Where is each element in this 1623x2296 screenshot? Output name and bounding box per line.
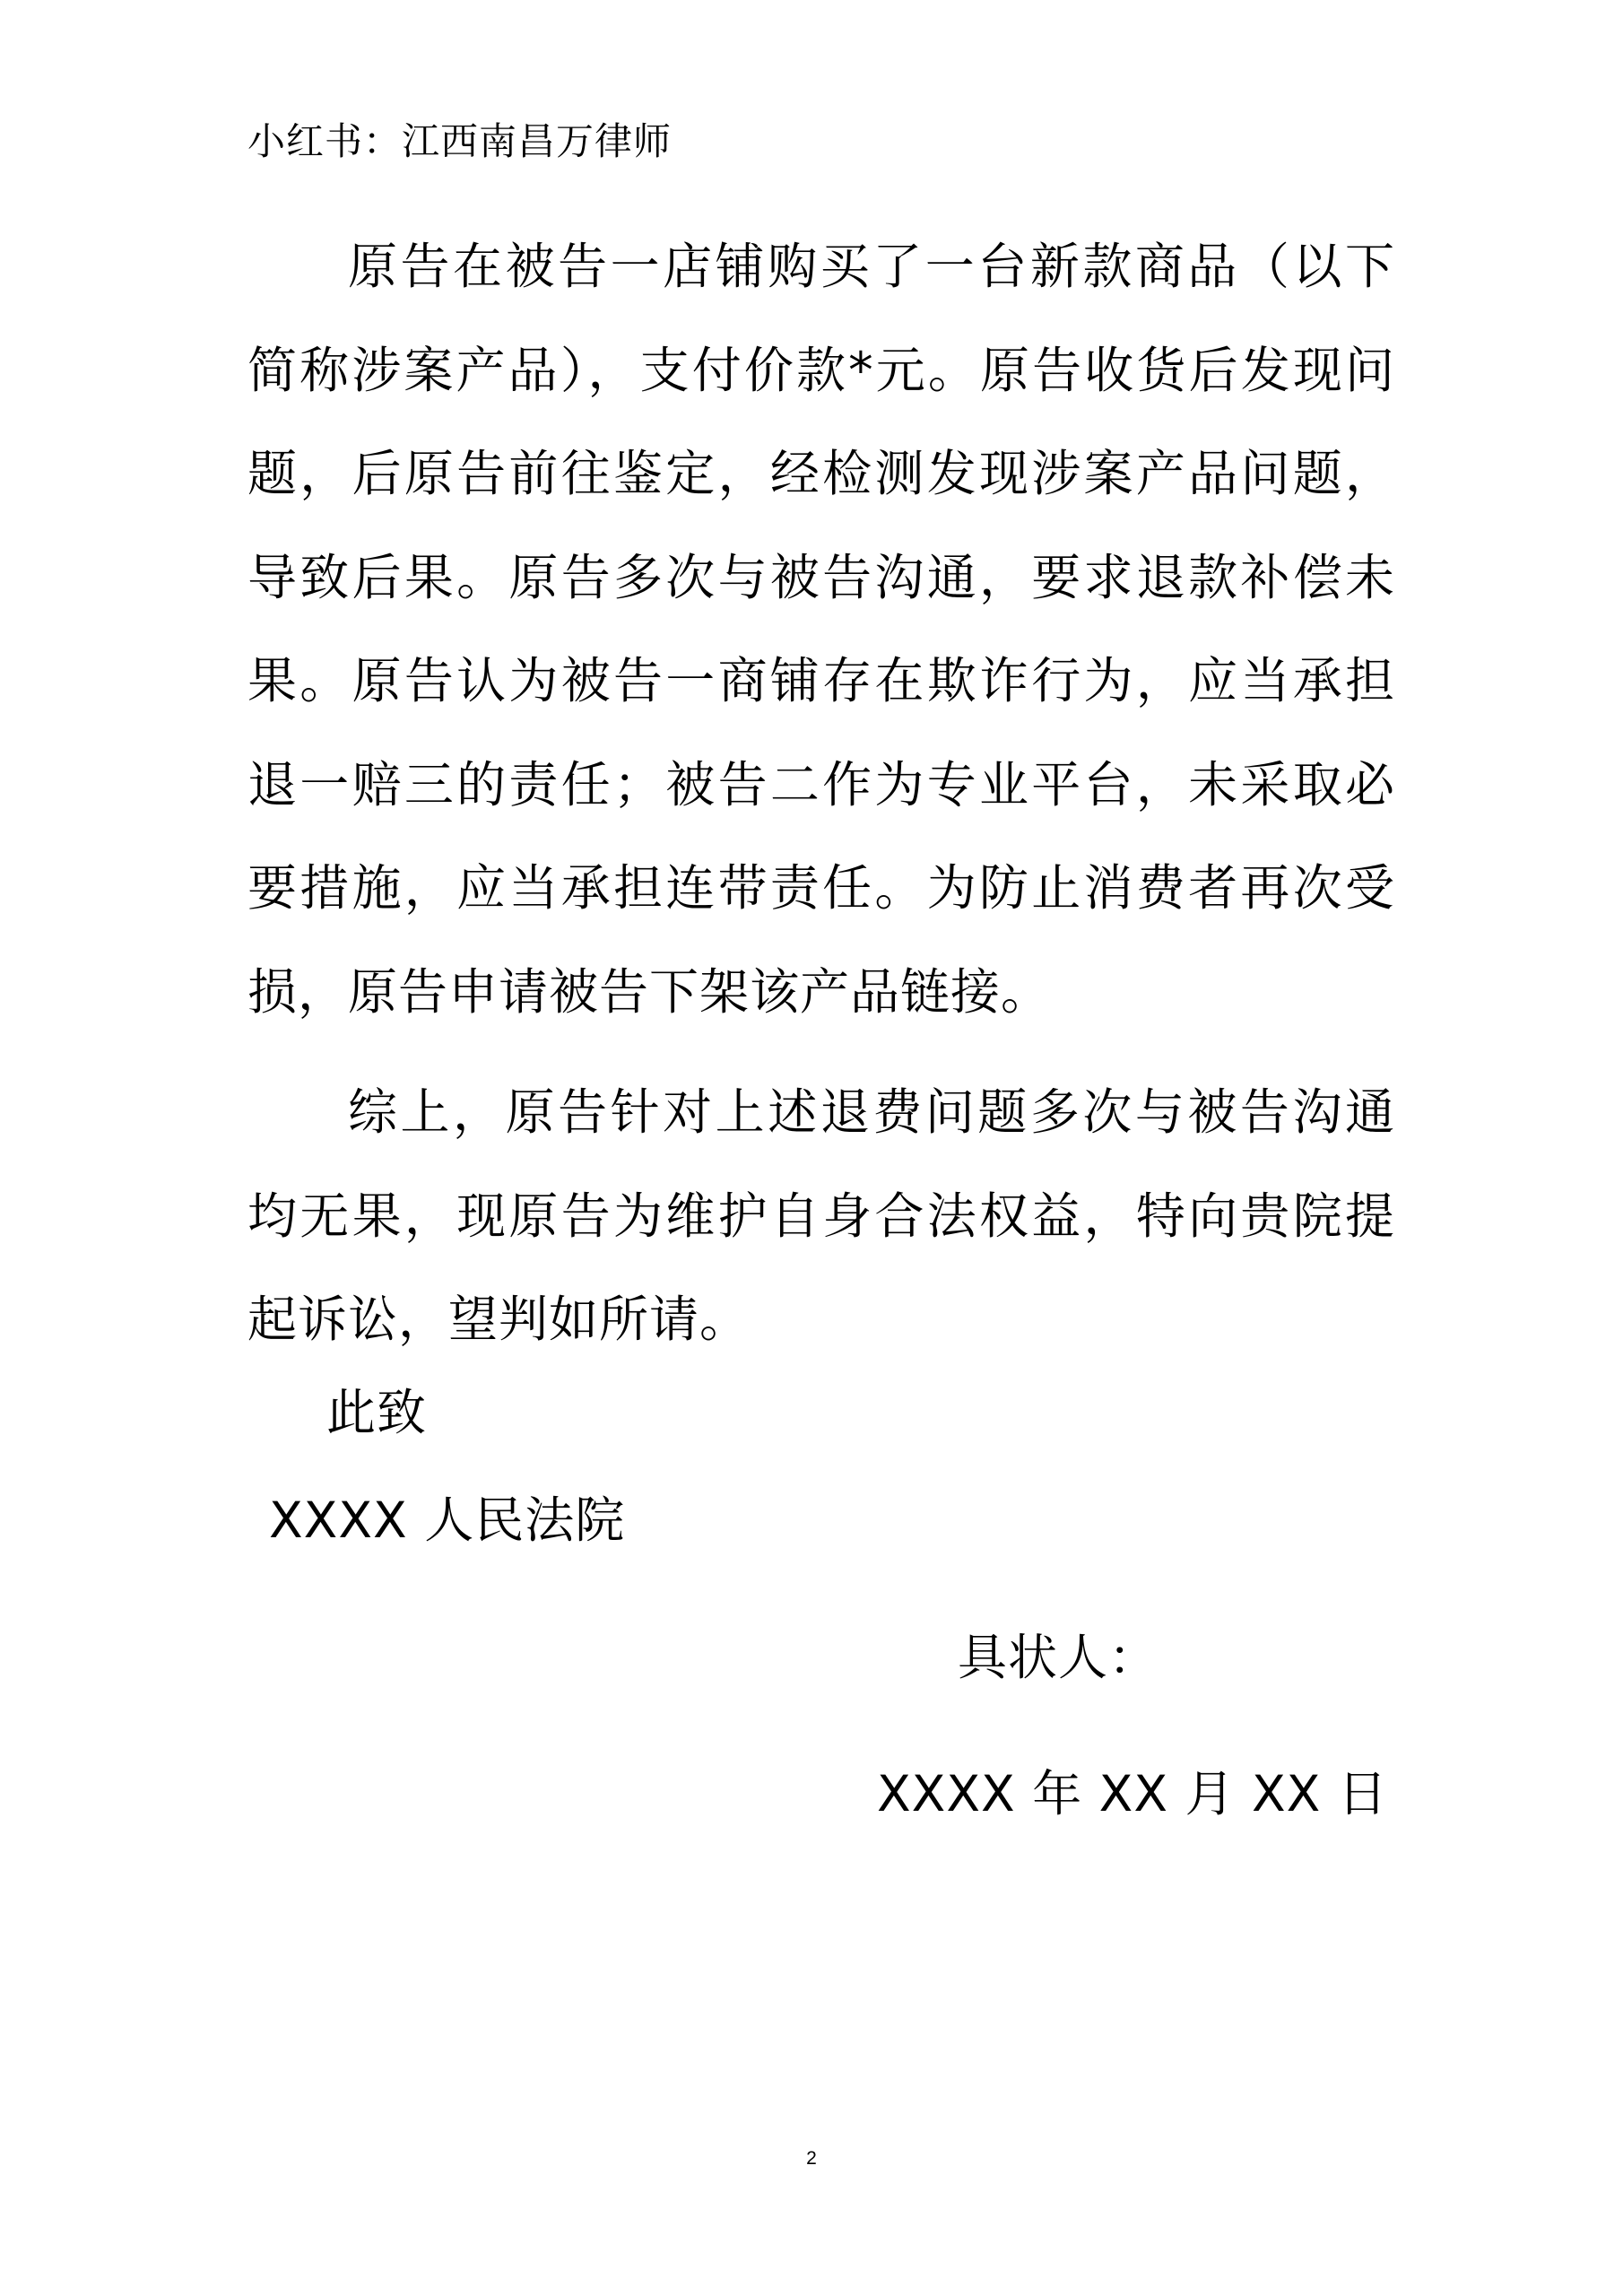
header-note: 小红书：江西南昌万律师 xyxy=(247,119,673,163)
court-name: XXXX 人民法院 xyxy=(269,1492,626,1549)
body-paragraph-conclusion: 综上，原告针对上述退费问题多次与被告沟通均无果，现原告为维护自身合法权益，特向贵院提起诉讼，望判如所请。 xyxy=(247,1083,1395,1348)
plaintiff-signature-label: 具状人： xyxy=(958,1629,1159,1686)
page-number: 2 xyxy=(806,2148,817,2169)
salutation: 此致 xyxy=(326,1384,428,1441)
signature-date: XXXX 年 XX 月 XX 日 xyxy=(877,1765,1388,1822)
body-paragraph-facts: 原告在被告一店铺购买了一台新款商品（以下简称涉案产品），支付价款*元。原告收货后发现问题，后原告前往鉴定，经检测发现涉案产品问题，导致后果。原告多次与被告沟通，要求退款补偿未果。原告认为被告一商铺存在欺诈行为，应当承担退一赔三的责任；被告二作为专业平台，未采取必要措施，应当承担连带责任。为防止消费者再次受损，原告申请被告下架该产品链接。 xyxy=(247,238,1395,1021)
